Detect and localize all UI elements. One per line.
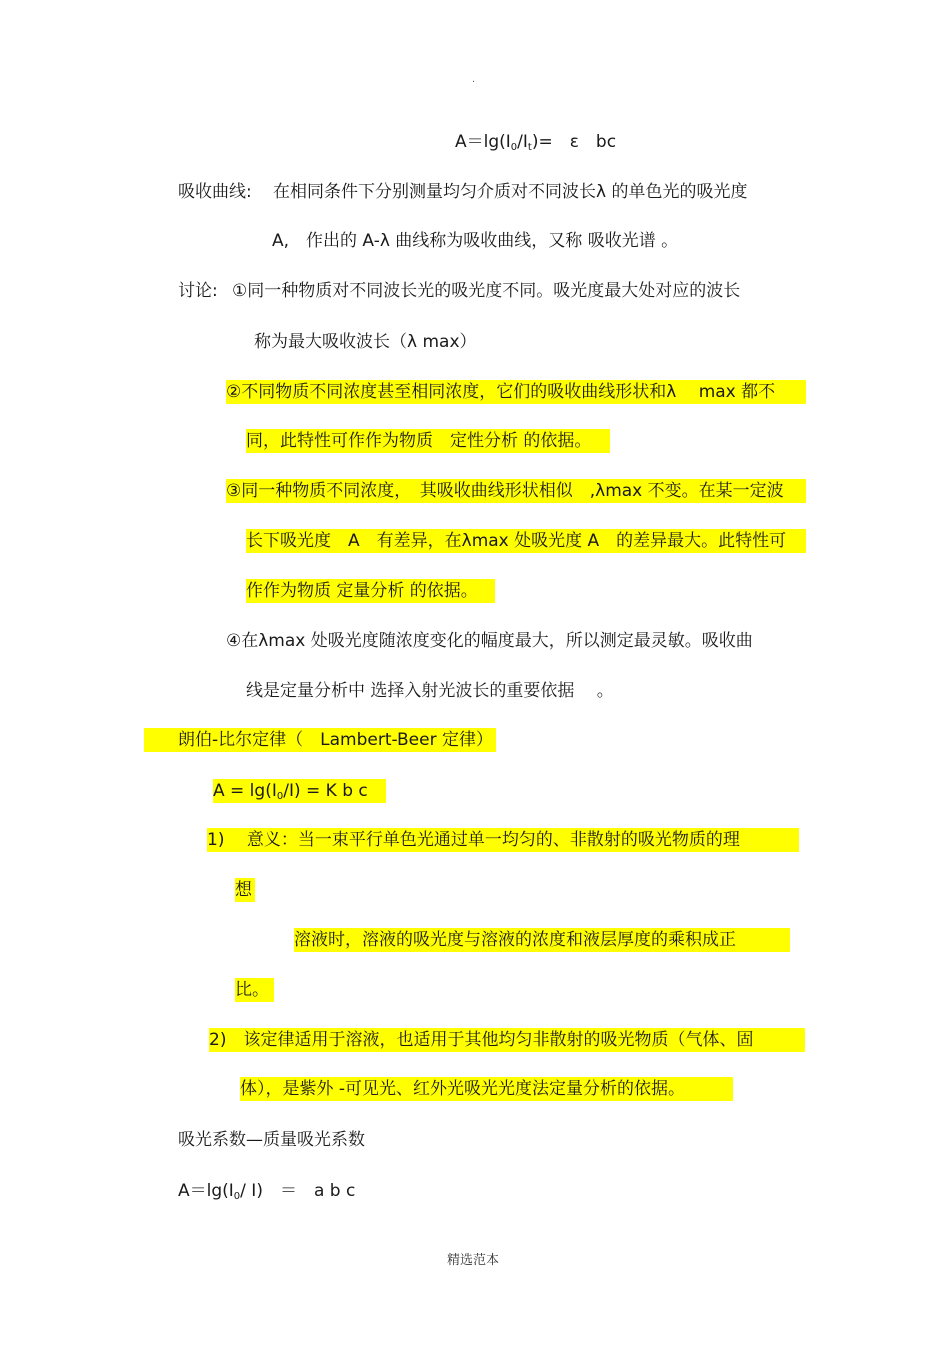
discussion-item-3b: 长下吸光度 A 有差异，在λmax 处吸光度 A 的差异最大。此特性可: [246, 529, 806, 553]
discussion-item-1b: 称为最大吸收波长（λ max）: [254, 332, 477, 352]
lambert-beer-point-1d: 比。: [235, 978, 274, 1002]
discussion-item-1a: ①同一种物质对不同波长光的吸光度不同。吸光度最大处对应的波长: [232, 281, 741, 301]
discussion-item-4a: ④在λmax 处吸光度随浓度变化的幅度最大，所以测定最灵敏。吸收曲: [226, 631, 753, 651]
discussion-label: 讨论:: [178, 281, 218, 301]
discussion-item-2a: ②不同物质不同浓度甚至相同浓度，它们的吸收曲线形状和λ max 都不: [226, 380, 806, 404]
formula-part: /I) = K b c: [283, 781, 368, 801]
lambert-beer-point-1b: 想: [235, 878, 255, 902]
absorption-coefficient-formula: [178, 1179, 355, 1203]
absorption-curve-label: 吸收曲线:: [178, 182, 252, 202]
formula-subscript: t: [527, 142, 532, 153]
absorption-curve-text-1: 在相同条件下分别测量均匀介质对不同波长λ 的单色光的吸光度: [273, 182, 748, 202]
header-mark: .: [472, 74, 476, 85]
formula-part: A = lg(I: [213, 781, 277, 801]
formula-subscript: 0: [276, 791, 284, 802]
discussion-item-4b: 线是定量分析中 选择入射光波长的重要依据 。: [246, 681, 614, 701]
lambert-beer-point-2a: 2) 该定律适用于溶液，也适用于其他均匀非散射的吸光物质（气体、固: [209, 1028, 805, 1052]
lambert-beer-title: 朗伯-比尔定律（ Lambert-Beer 定律）: [144, 728, 496, 752]
formula-part: / I) ＝ a b c: [240, 1181, 356, 1201]
formula-subscript: 0: [233, 1191, 241, 1202]
absorption-coefficient-title: 吸光系数—质量吸光系数: [178, 1130, 365, 1150]
formula-absorbance: [455, 130, 616, 154]
lambert-beer-point-1a: 1) 意义：当一束平行单色光通过单一均匀的、非散射的吸光物质的理: [207, 828, 799, 852]
formula-part: )= ε bc: [531, 132, 617, 152]
absorption-curve-text-2: A, 作出的 A-λ 曲线称为吸收曲线，又称 吸收光谱 。: [272, 231, 679, 251]
discussion-item-2b: 同，此特性可作作为物质 定性分析 的依据。: [246, 429, 610, 453]
lambert-beer-formula: [213, 779, 386, 803]
formula-part: A＝lg(I: [178, 1181, 234, 1201]
lambert-beer-point-1c: 溶液时，溶液的吸光度与溶液的浓度和液层厚度的乘积成正: [294, 928, 790, 952]
formula-part: /I: [517, 132, 528, 152]
discussion-item-3c: 作作为物质 定量分析 的依据。: [246, 579, 495, 603]
lambert-beer-point-2b: 体），是紫外 -可见光、红外光吸光光度法定量分析的依据。: [240, 1077, 733, 1101]
formula-part: A＝lg(I: [455, 132, 511, 152]
formula-subscript: 0: [510, 142, 518, 153]
discussion-item-3a: ③同一种物质不同浓度， 其吸收曲线形状相似 ,λmax 不变。在某一定波: [226, 479, 806, 503]
page-footer: 精选范本: [447, 1253, 500, 1268]
